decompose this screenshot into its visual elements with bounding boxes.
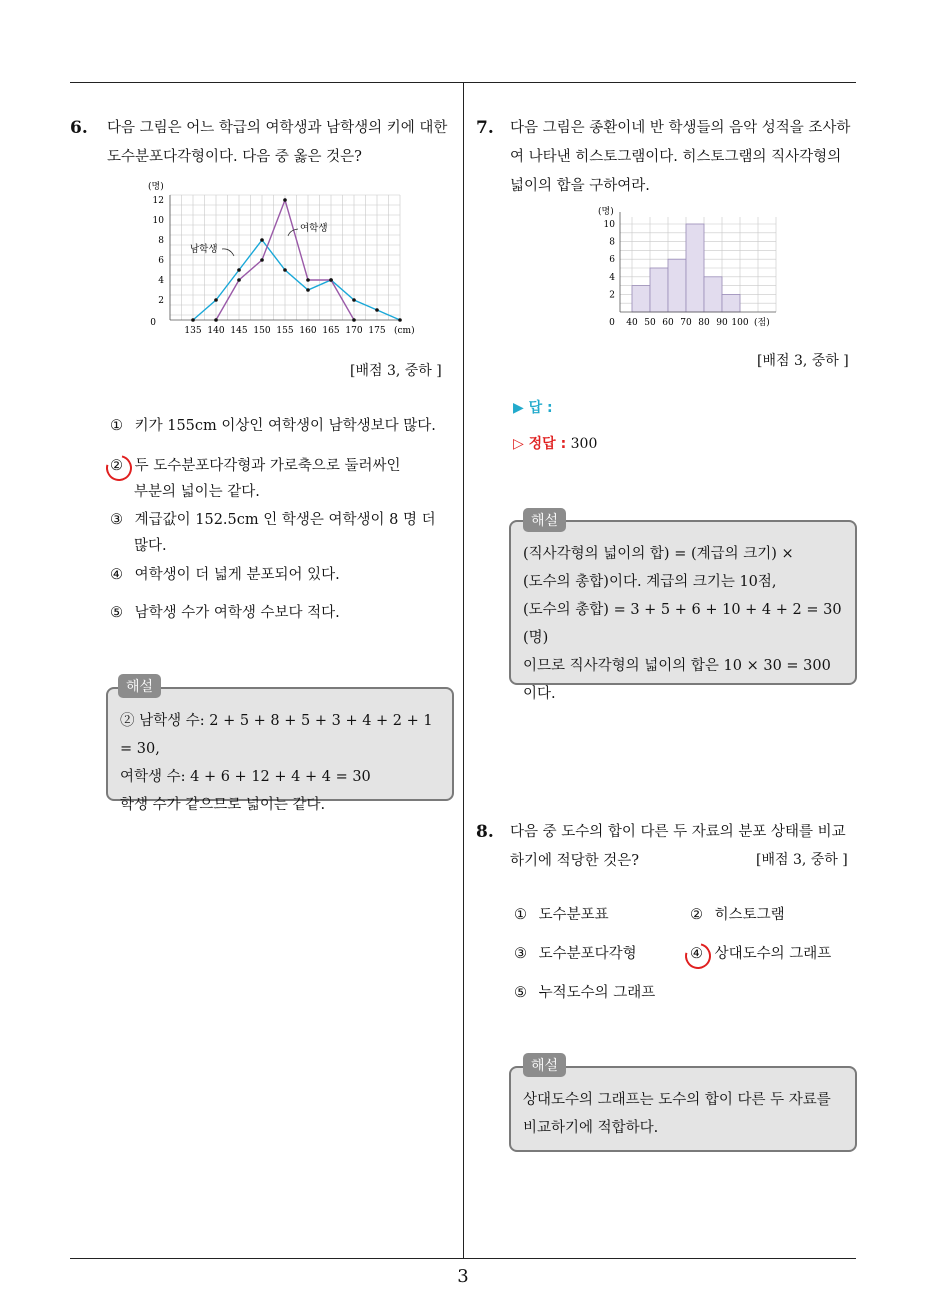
x-tick-label: 155 — [276, 326, 294, 336]
question-7-explanation-tag: 해설 — [523, 508, 566, 532]
histogram-bar — [650, 268, 668, 312]
question-7-line-3: 넓이의 합을 구하여라. — [510, 178, 650, 194]
correct-answer-value: 300 — [570, 436, 598, 452]
question-6-number: 6. — [70, 118, 88, 138]
data-point — [214, 298, 218, 302]
explanation-line-1: (직사각형의 넓이의 합) = (계급의 크기) × — [523, 546, 794, 562]
question-8-number: 8. — [476, 822, 494, 842]
y-axis-unit: (명) — [598, 207, 614, 217]
height-frequency-polygon-chart — [140, 178, 430, 340]
question-6-choice-2[interactable] — [110, 453, 401, 505]
histogram-bar — [722, 294, 740, 312]
data-point — [306, 288, 310, 292]
choice-text: 계급값이 152.5cm 인 학생은 여학생이 8 명 더 — [134, 512, 436, 528]
data-point — [398, 318, 402, 322]
x-tick-label: 135 — [184, 326, 202, 336]
explanation-line-2: 여학생 수: 4 + 6 + 12 + 4 + 4 = 30 — [120, 769, 371, 785]
y-tick-label: 6 — [158, 256, 164, 266]
explanation-line-1: 상대도수의 그래프는 도수의 합이 다른 두 자료를 — [523, 1092, 831, 1108]
x-axis-unit: (점) — [754, 318, 770, 328]
music-score-histogram — [590, 202, 790, 332]
data-point — [375, 308, 379, 312]
data-point — [283, 268, 287, 272]
series-label-male: 남학생 — [190, 244, 218, 255]
x-tick-label: 170 — [345, 326, 363, 336]
histogram-bar — [668, 259, 686, 312]
choice-text-cont: 많다. — [134, 538, 167, 554]
question-8-explanation-tag: 해설 — [523, 1053, 566, 1077]
choice-mark: ① — [514, 907, 527, 923]
question-6-text — [107, 114, 447, 172]
question-7-line-2: 여 나타낸 히스토그램이다. 히스토그램의 직사각형의 — [510, 149, 842, 165]
x-tick-label: 40 — [626, 318, 638, 328]
question-6-explanation-box — [106, 687, 454, 813]
question-8-choice-3[interactable] — [514, 941, 637, 967]
question-6-line-2: 도수분포다각형이다. 다음 중 옳은 것은? — [107, 149, 362, 165]
correct-answer-label: ▷ 정답 : — [513, 436, 567, 452]
x-tick-label: 160 — [299, 326, 317, 336]
choice-text: 두 도수분포다각형과 가로축으로 둘러싸인 — [134, 458, 401, 474]
choice-mark: ② — [110, 458, 123, 474]
question-8-explanation-box — [509, 1066, 857, 1152]
x-tick-label: 165 — [322, 326, 340, 336]
choice-text: 누적도수의 그래프 — [538, 985, 656, 1001]
y-tick-label: 10 — [152, 216, 164, 226]
x-tick-label: 50 — [644, 318, 656, 328]
question-6-choice-3[interactable] — [110, 507, 436, 559]
data-point — [191, 318, 195, 322]
data-point — [237, 278, 241, 282]
y-tick-label: 2 — [609, 290, 615, 301]
choice-mark: ③ — [514, 946, 527, 962]
x-tick-label: 90 — [716, 318, 728, 328]
question-7-answer-label: ▶ 답 : — [513, 400, 553, 416]
choice-mark: ⑤ — [110, 605, 123, 621]
choice-text: 히스토그램 — [714, 907, 785, 923]
question-8-meta: [배점 3, 중하 ] — [756, 852, 848, 868]
explanation-line-5: 이다. — [523, 686, 556, 702]
x-tick-label: 150 — [253, 326, 271, 336]
question-6-choice-5[interactable] — [110, 600, 340, 626]
explanation-line-4: 이므로 직사각형의 넓이의 합은 10 × 30 = 300 — [523, 658, 831, 674]
question-7-meta: [배점 3, 중하 ] — [757, 353, 849, 369]
histogram-bar — [686, 224, 704, 312]
x-tick-label: 60 — [662, 318, 674, 328]
y-tick-label: 10 — [603, 220, 615, 230]
explanation-line-3: (도수의 총합) = 3 + 5 + 6 + 10 + 4 + 2 = 30 (명) — [523, 602, 842, 646]
x-axis-unit: (cm) — [394, 326, 415, 336]
data-point — [352, 298, 356, 302]
choice-mark: ② — [690, 907, 703, 923]
data-point — [352, 318, 356, 322]
question-8-choice-5[interactable] — [514, 980, 655, 1006]
y-tick-label: 8 — [158, 236, 164, 246]
y-tick-label: 0 — [150, 318, 156, 328]
series-label-female: 여학생 — [300, 223, 328, 234]
column-divider — [463, 82, 464, 1258]
choice-text: 키가 155cm 이상인 여학생이 남학생보다 많다. — [134, 418, 436, 434]
histogram-bar — [632, 286, 650, 312]
question-7-number: 7. — [476, 118, 494, 138]
choice-text-cont: 부분의 넓이는 같다. — [134, 484, 260, 500]
x-tick-label: 175 — [368, 326, 386, 336]
question-6-line-1: 다음 그림은 어느 학급의 여학생과 남학생의 키에 대한 — [107, 120, 448, 136]
question-7-explanation-box — [509, 520, 857, 702]
y-tick-label: 8 — [609, 237, 615, 248]
choice-text: 여학생이 더 넓게 분포되어 있다. — [134, 567, 340, 583]
x-tick-label: 70 — [680, 318, 692, 328]
choice-text: 도수분포표 — [538, 907, 609, 923]
data-point — [260, 258, 264, 262]
data-point — [260, 238, 264, 242]
choice-mark: ① — [110, 418, 123, 434]
question-8-choice-1[interactable] — [514, 902, 609, 928]
explanation-line-3: 학생 수가 같으므로 넓이는 같다. — [120, 797, 326, 813]
question-6-choice-4[interactable] — [110, 562, 340, 588]
question-6-meta: [배점 3, 중하 ] — [350, 363, 442, 379]
y-axis-unit: (명) — [148, 182, 164, 192]
choice-mark: ④ — [690, 946, 703, 962]
page-number: 3 — [457, 1266, 469, 1287]
y-tick-label: 2 — [158, 296, 164, 306]
choice-text: 상대도수의 그래프 — [714, 946, 832, 962]
question-6-choice-1[interactable] — [110, 413, 436, 439]
x-tick-label: 100 — [731, 318, 749, 328]
x-tick-label: 80 — [698, 318, 710, 328]
y-tick-label: 4 — [158, 276, 164, 286]
choice-text: 남학생 수가 여학생 수보다 적다. — [134, 605, 340, 621]
question-7-line-1: 다음 그림은 종환이네 반 학생들의 음악 성적을 조사하 — [510, 120, 851, 136]
x-tick-label: 0 — [609, 318, 615, 328]
y-tick-label: 12 — [152, 196, 164, 206]
explanation-line-2: (도수의 총합)이다. 계급의 크기는 10점, — [523, 574, 777, 590]
question-8-choice-2[interactable] — [690, 902, 785, 928]
question-8-line-2: 하기에 적당한 것은? — [510, 853, 640, 869]
explanation-line-2: 비교하기에 적합하다. — [523, 1120, 659, 1136]
y-tick-label: 4 — [609, 272, 615, 283]
x-tick-label: 145 — [230, 326, 248, 336]
question-7-correct-answer — [513, 433, 597, 453]
histogram-bar — [704, 277, 722, 312]
choice-text: 도수분포다각형 — [538, 946, 637, 962]
data-point — [283, 198, 287, 202]
question-6-explanation-tag: 해설 — [118, 674, 161, 698]
data-point — [306, 278, 310, 282]
question-8-line-1: 다음 중 도수의 합이 다른 두 자료의 분포 상태를 비교 — [510, 824, 846, 840]
y-tick-label: 6 — [609, 255, 615, 266]
question-7-text — [510, 114, 850, 201]
choice-mark: ④ — [110, 567, 123, 583]
data-point — [329, 278, 333, 282]
data-point — [214, 318, 218, 322]
x-tick-label: 140 — [207, 326, 225, 336]
bottom-rule — [70, 1258, 856, 1259]
choice-mark: ⑤ — [514, 985, 527, 1001]
choice-mark: ③ — [110, 512, 123, 528]
explanation-line-1: ② 남학생 수: 2 + 5 + 8 + 5 + 3 + 4 + 2 + 1 = 30, — [120, 713, 433, 757]
data-point — [237, 268, 241, 272]
